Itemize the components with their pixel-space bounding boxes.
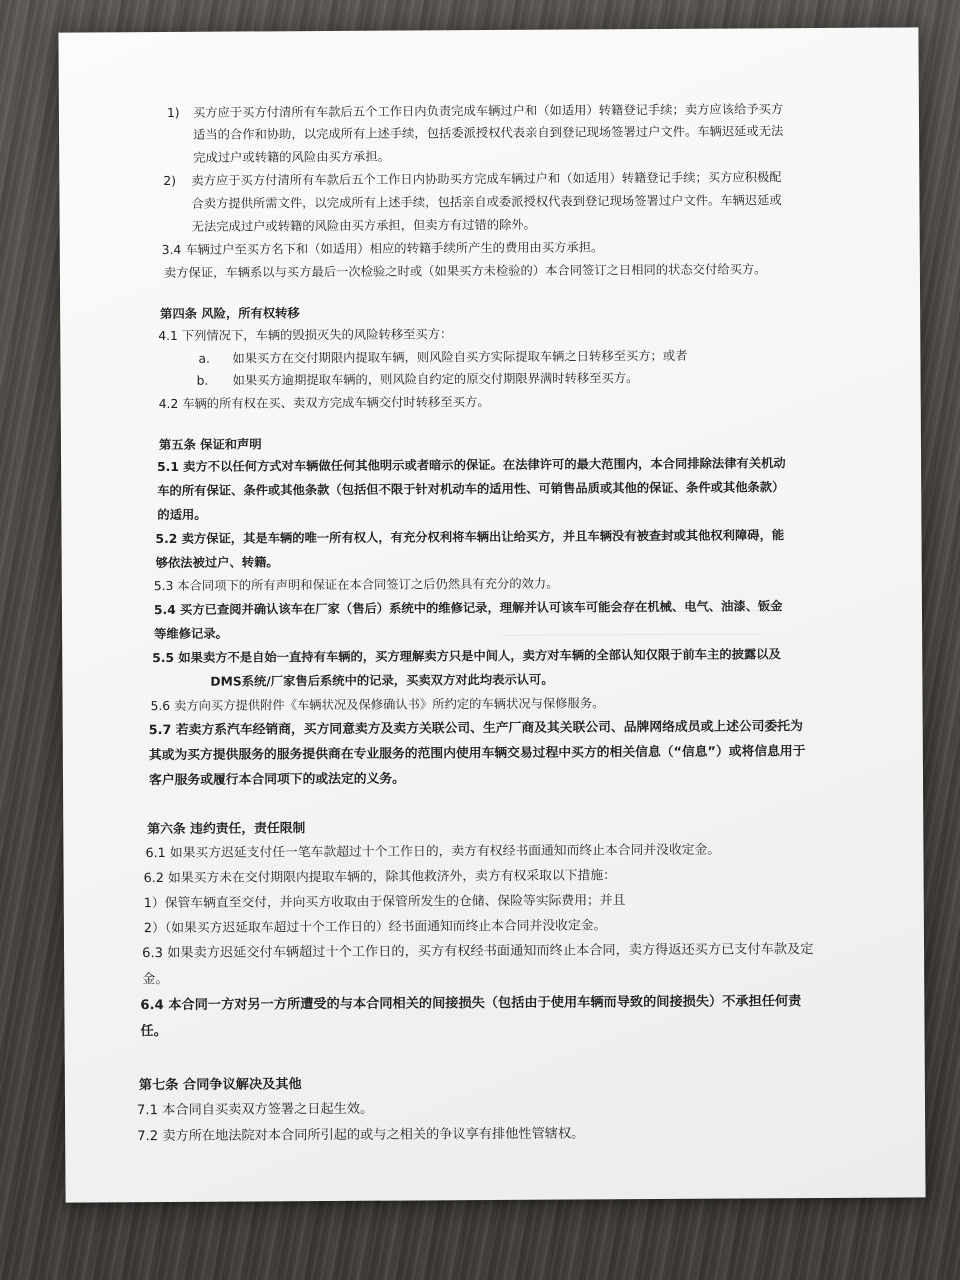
clause-7-2: 7.2 卖方所在地法院对本合同所引起的或与之相关的争议享有排他性管辖权。: [137, 1126, 585, 1145]
clause-4-1-b: 如果买方逾期提取车辆的，则风险自约定的原交付期限界满时转移至买方。: [232, 371, 639, 388]
clause-5-1-line-1: 5.1 卖方不以任何方式对车辆做任何其他明示或者暗示的保证。在法律许可的最大范围内，本合同排除法律有关机动: [157, 456, 786, 475]
clause-7-1: 7.1 本合同自买卖双方签署之日起生效。: [136, 1101, 374, 1119]
clause-5-7-line-2: 其或为买方提供服务的服务提供商在专业服务的范围内使用车辆交易过程中买方的相关信息（“信息”）或将信息用于: [148, 744, 806, 764]
clause-5-2-line-2: 够依法被过户、转籍。: [155, 555, 279, 571]
clause-3-1-2-number: 2): [163, 173, 177, 188]
clause-4-1-a-marker: a.: [198, 351, 210, 366]
clause-6-3-line-2: 金。: [142, 971, 169, 988]
clause-6-4-line-1: 6.4 本合同一方对另一方所遭受的与本合同相关的间接损失（包括由于使用车辆而导致的间接损失）不承担任何责: [140, 994, 802, 1014]
clause-6-3-line-1: 6.3 如果卖方迟延交付车辆超过十个工作日的，买方有权经书面通知而终止本合同，卖方得返还买方已支付车款及定: [142, 942, 814, 962]
clause-5-5-line-1: 5.5 如果卖方不是自始一直持有车辆的，买方理解卖方只是中间人，卖方对车辆的全部认知仅限于前车主的披露以及: [152, 647, 781, 666]
section-6-heading: 第六条 违约责任，责任限制: [147, 821, 306, 838]
clause-5-1-line-2: 车的所有保证、条件或其他条款（包括但不限于针对机动车的适用性、可销售品质或其他的保证、条件或其他条款）: [157, 480, 785, 499]
clause-5-2-line-1: 5.2 卖方保证，其是车辆的唯一所有权人，有充分权利将车辆出让给买方，并且车辆没有被查封或其他权利障碍，能: [155, 528, 785, 547]
clause-5-4-line-1: 5.4 买方已查阅并确认该车在厂家（售后）系统中的维修记录，理解并认可该车可能会存在机械、电气、油漆、钣金: [153, 599, 783, 618]
clause-5-7-line-3: 客户服务或履行本合同项下的或法定的义务。: [148, 771, 405, 789]
section-4-heading: 第四条 风险，所有权转移: [160, 306, 300, 322]
section-5-heading: 第五条 保证和声明: [158, 437, 262, 453]
clause-5-6: 5.6 卖方向买方提供附件《车辆状况及保修确认书》所约定的车辆状况与保修服务。: [150, 696, 605, 714]
section-7-heading: 第七条 合同争议解决及其他: [138, 1077, 302, 1094]
clause-6-2-item-1: 1）保管车辆直至交付，并向买方收取由于保管所发生的仓储、保险等实际费用；并且: [143, 893, 626, 912]
clause-4-2: 4.2 车辆的所有权在买、卖双方完成车辆交付时转移至买方。: [158, 395, 490, 412]
clause-6-2-item-2: 2）（如果买方迟延取车超过十个工作日的）经书面通知而终止本合同并没收定金。: [143, 918, 607, 937]
clause-3-1-1-line-3: 完成过户或转籍的风险由买方承担。: [193, 149, 391, 165]
clause-3-1-2-line-3: 无法完成过户或转籍的风险由买方承担，但卖方有过错的除外。: [191, 217, 536, 234]
clause-3-1-2-line-2: 合卖方提供所需文件，以完成所有上述手续，包括亲自或委派授权代表到登记现场签署过户文件。车辆迟延或: [191, 193, 782, 211]
clause-5-5-line-2: DMS系统/厂家售后系统中的记录，买卖双方对此均表示认可。: [210, 672, 554, 689]
clause-4-1-b-marker: b.: [196, 373, 209, 388]
clause-6-2: 6.2 如果买方未在交付期限内提取车辆的，除其他救济外，卖方有权采取以下措施：: [143, 868, 616, 887]
clause-3-4: 3.4 车辆过户至买方名下和（如适用）相应的转籍手续所产生的费用由买方承担。: [161, 240, 604, 258]
clause-6-4-line-2: 任。: [140, 1023, 167, 1040]
clause-3-1-1-line-1: 买方应于买方付清所有车款后五个工作日内负责完成车辆过户和（如适用）转籍登记手续；卖方应该给予买方: [192, 102, 784, 120]
clause-3-5: 卖方保证，车辆系以与买方最后一次检验之时或（如果买方未检验的）本合同签订之日相同的状态交付给买方。: [163, 262, 767, 280]
clause-6-1: 6.1 如果买方迟延支付任一笔车款超过十个工作日的，卖方有权经书面通知而终止本合同并没收定金。: [145, 842, 721, 862]
clause-4-1-a: 如果买方在交付期限内提取车辆，则风险自买方实际提取车辆之日转移至买方；或者: [232, 348, 688, 366]
clause-5-7-line-1: 5.7 若卖方系汽车经销商，买方同意卖方及卖方关联公司、生产厂商及其关联公司、品牌网络成员或上述公司委托为: [148, 719, 803, 739]
clause-5-1-line-3: 的适用。: [157, 507, 207, 523]
contract-page: [58, 27, 925, 1202]
clause-3-1-2-line-1: 卖方应于买方付清所有车款后五个工作日内协助买方完成车辆过户和（如适用）转籍登记手续；买方应积极配: [191, 170, 782, 188]
clause-4-1: 4.1 下列情况下，车辆的毁损灭失的风险转移至买方：: [158, 327, 453, 344]
clause-3-1-1-line-2: 适当的合作和协助，以完成所有上述手续，包括委派授权代表亲自到登记现场签署过户文件。车辆迟延或无法: [193, 124, 784, 142]
clause-3-1-1-number: 1): [166, 105, 180, 120]
clause-5-3: 5.3 本合同项下的所有声明和保证在本合同签订之后仍然具有充分的效力。: [153, 576, 559, 594]
clause-5-4-line-2: 等维修记录。: [154, 626, 228, 642]
